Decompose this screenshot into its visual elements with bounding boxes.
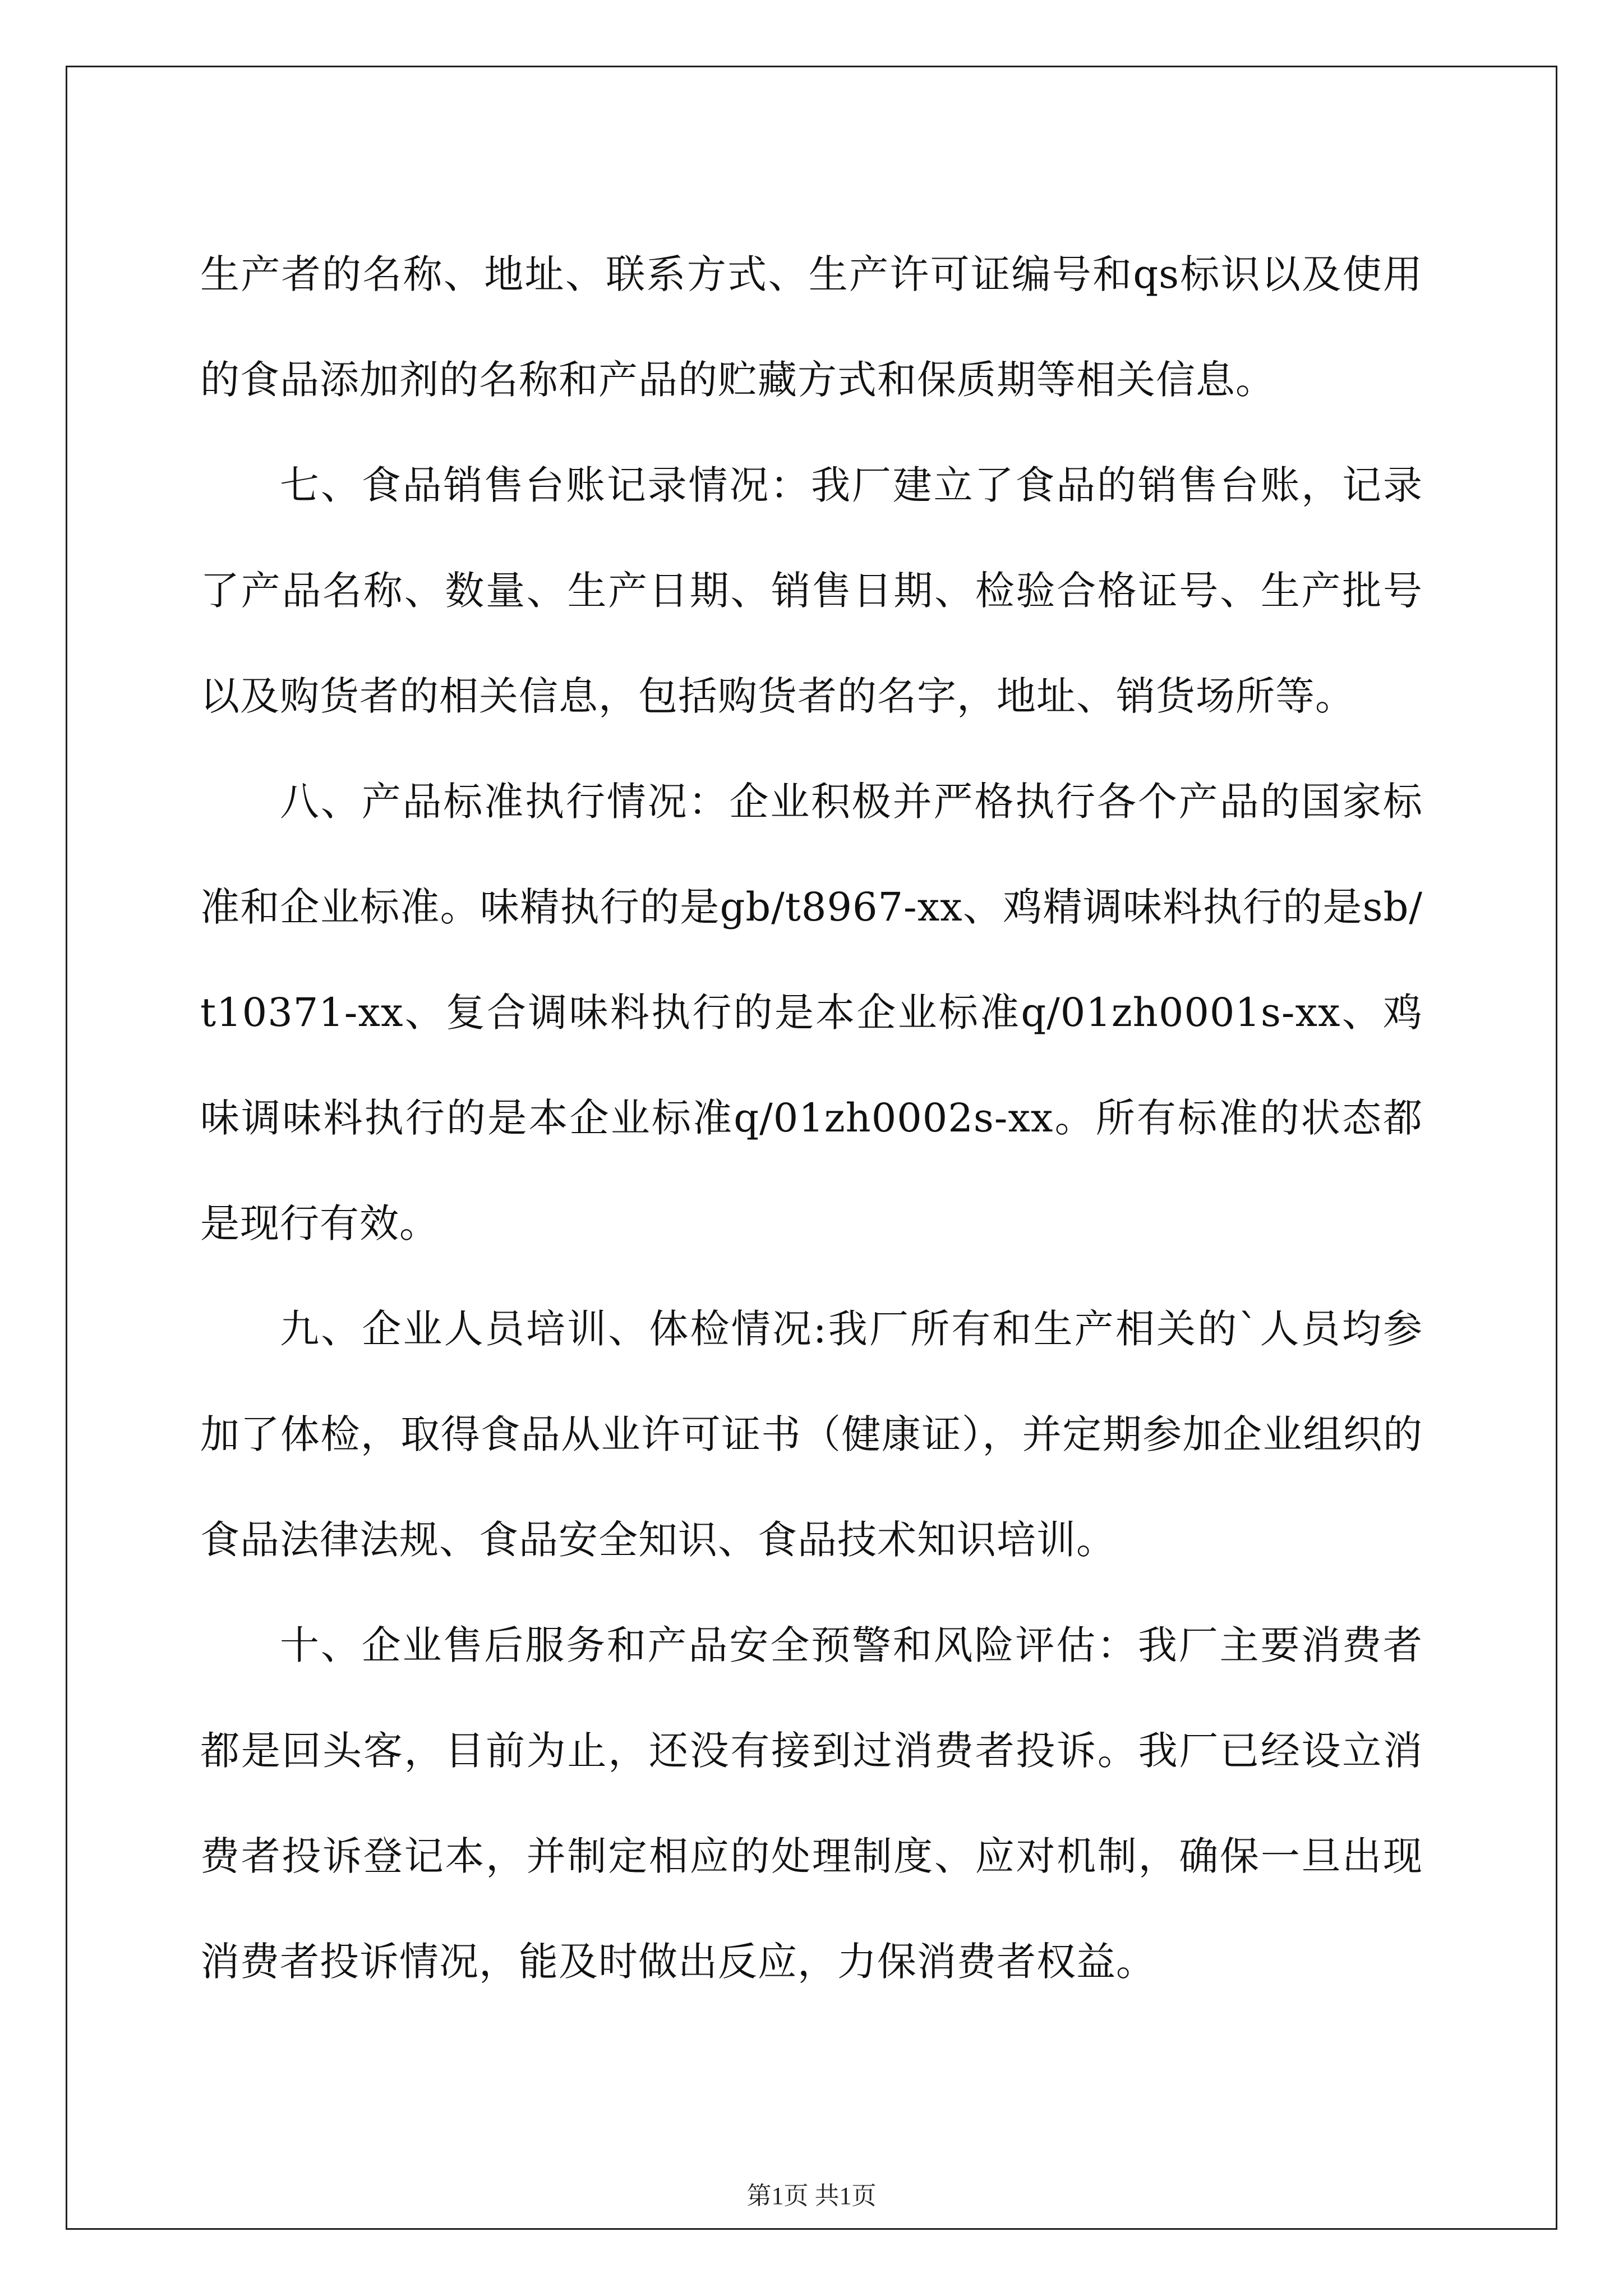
paragraph-product-standards: 八、产品标准执行情况：企业积极并严格执行各个产品的国家标准和企业标准。味精执行的是gb/t8967-xx、鸡精调味料执行的是sb/t10371-xx、复合调味料执行的是本企业标准q/01zh0001s-xx、鸡味调味料执行的是本企业标准q/01zh0002s-xx。所有标准的状态都是现行有效。 xyxy=(200,779,1423,1246)
paragraph-sales-ledger: 七、食品销售台账记录情况：我厂建立了食品的销售台账，记录了产品名称、数量、生产日期、销售日期、检验合格证号、生产批号以及购货者的相关信息，包括购货者的名字，地址、销货场所等。 xyxy=(200,462,1423,719)
document-body xyxy=(200,222,1423,2014)
paragraph-staff-training: 九、企业人员培训、体检情况:我厂所有和生产相关的`人员均参加了体检，取得食品从业许可证书（健康证），并定期参加企业组织的食品法律法规、食品安全知识、食品技术知识培训。 xyxy=(200,1306,1423,1563)
paragraph-after-sales: 十、企业售后服务和产品安全预警和风险评估：我厂主要消费者都是回头客，目前为止，还没有接到过消费者投诉。我厂已经设立消费者投诉登记本，并制定相应的处理制度、应对机制，确保一旦出现消费者投诉情况，能及时做出反应，力保消费者权益。 xyxy=(200,1622,1423,1985)
paragraph-continuation: 生产者的名称、地址、联系方式、生产许可证编号和qs标识以及使用的食品添加剂的名称和产品的贮藏方式和保质期等相关信息。 xyxy=(200,251,1423,403)
page-number: 第1页 共1页 xyxy=(746,2182,877,2210)
